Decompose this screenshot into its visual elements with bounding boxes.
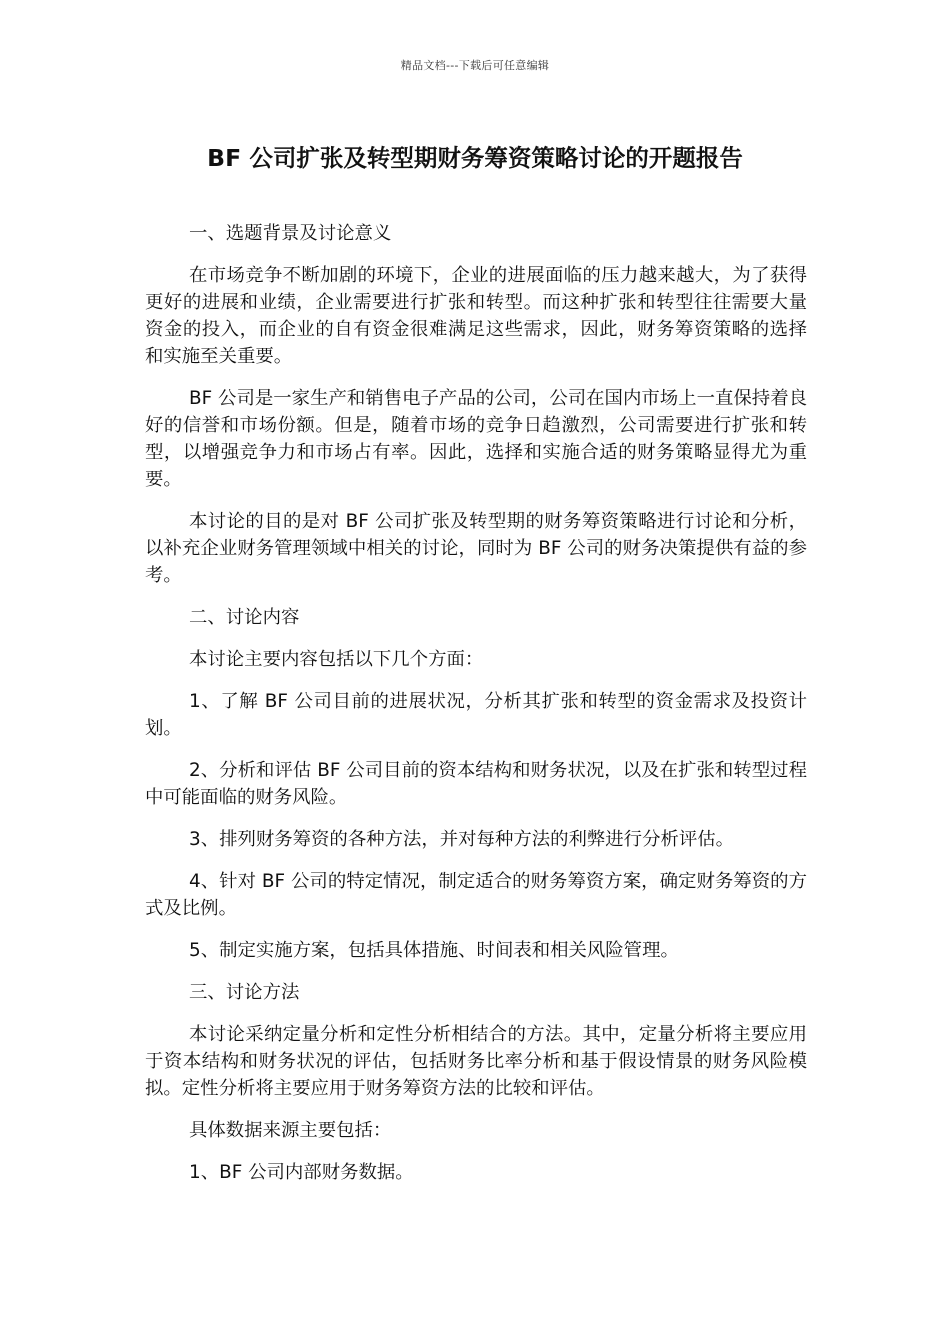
paragraph-research-purpose: 本讨论的目的是对 BF 公司扩张及转型期的财务筹资策略进行讨论和分析，以补充企业财务管理领域中相关的讨论，同时为 BF 公司的财务决策提供有益的参考。 — [145, 511, 807, 586]
document-body — [145, 220, 807, 1201]
paragraph-content-intro: 本讨论主要内容包括以下几个方面： — [189, 649, 484, 670]
section-heading-background: 一、选题背景及讨论意义 — [189, 223, 392, 244]
paragraph-data-sources-intro: 具体数据来源主要包括： — [189, 1120, 392, 1141]
list-item-data-source-1: 1、BF 公司内部财务数据。 — [189, 1162, 414, 1183]
paragraph-market-context: 在市场竞争不断加剧的环境下，企业的进展面临的压力越来越大，为了获得更好的进展和业绩，企业需要进行扩张和转型。而这种扩张和转型往往需要大量资金的投入，而企业的自有资金很难满足这些需求，因此，财务筹资策略的选择和实施至关重要。 — [145, 265, 807, 367]
section-heading-method: 三、讨论方法 — [189, 982, 300, 1003]
paragraph-method: 本讨论采纳定量分析和定性分析相结合的方法。其中，定量分析将主要应用于资本结构和财务状况的评估，包括财务比率分析和基于假设情景的财务风险模拟。定性分析将主要应用于财务筹资方法的比较和评估。 — [145, 1024, 807, 1099]
list-item-content-4: 4、针对 BF 公司的特定情况，制定适合的财务筹资方案，确定财务筹资的方式及比例。 — [145, 871, 807, 919]
list-item-content-2: 2、分析和评估 BF 公司目前的资本结构和财务状况，以及在扩张和转型过程中可能面临的财务风险。 — [145, 760, 807, 808]
list-item-content-5: 5、制定实施方案，包括具体措施、时间表和相关风险管理。 — [189, 940, 679, 961]
paragraph-company-intro: BF 公司是一家生产和销售电子产品的公司，公司在国内市场上一直保持着良好的信誉和市场份额。但是，随着市场的竞争日趋激烈，公司需要进行扩张和转型，以增强竞争力和市场占有率。因此，选择和实施合适的财务策略显得尤为重要。 — [145, 388, 807, 490]
document-title: BF 公司扩张及转型期财务筹资策略讨论的开题报告 — [207, 144, 743, 172]
section-heading-content: 二、讨论内容 — [189, 607, 300, 628]
list-item-content-1: 1、了解 BF 公司目前的进展状况，分析其扩张和转型的资金需求及投资计划。 — [145, 691, 807, 739]
list-item-content-3: 3、排列财务筹资的各种方法，并对每种方法的利弊进行分析评估。 — [189, 829, 735, 850]
header-note: 精品文档---下载后可任意编辑 — [400, 59, 550, 72]
